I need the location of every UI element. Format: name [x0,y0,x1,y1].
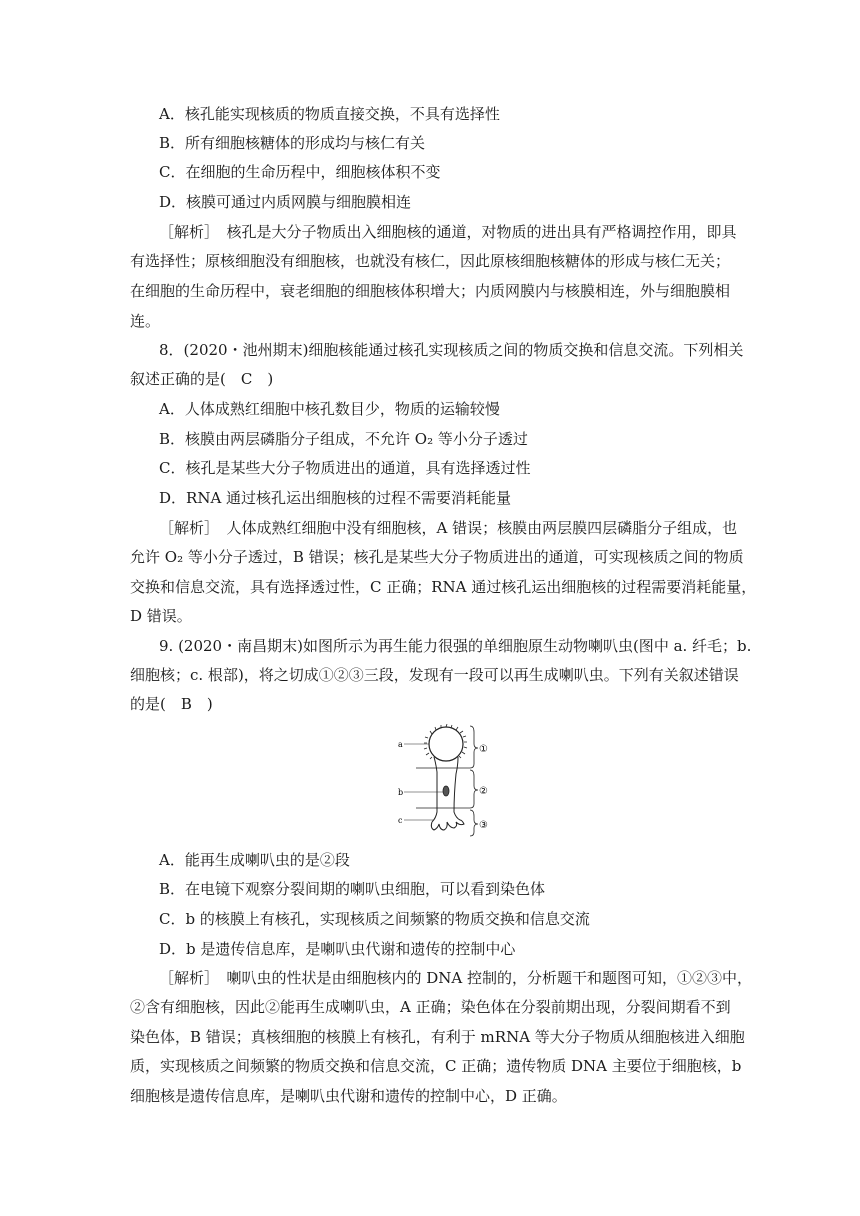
trumpet-animal-figure [396,724,496,840]
q8-analysis-line: D 错误。 [130,607,192,625]
body-right-edge [454,757,460,820]
body-left-edge [432,757,437,822]
q9-option-d: D．b 是遗传信息库，是喇叭虫代谢和遗传的控制中心 [159,940,516,958]
brace-2 [470,770,478,808]
q8-analysis-line: ［解析］ 人体成熟红细胞中没有细胞核，A 错误；核膜由两层膜四层磷脂分子组成，也 [159,519,738,537]
q8-analysis-line: 交换和信息交流，具有选择透过性，C 正确；RNA 通过核孔运出细胞核的过程需要消耗能量， [130,578,757,596]
nucleus [443,786,449,796]
label-b: b [398,788,404,797]
q9-stem: 9. (2020・南昌期末)如图所示为再生能力很强的单细胞原生动物喇叭虫(图中 a. 纤毛；b. [159,637,752,655]
q9-stem: 细胞核；c. 根部)，将之切成①②③三段，发现有一段可以再生成喇叭虫。下列有关叙述错误 [130,666,739,684]
q8-option-d: D．RNA 通过核孔运出细胞核的过程不需要消耗能量 [159,489,512,507]
segment-label-2: ② [479,786,488,797]
brace-1 [470,726,478,768]
q8-option-b: B．核膜由两层磷脂分子组成，不允许 O₂ 等小分子透过 [159,430,528,448]
q7-option-b: B．所有细胞核糖体的形成均与核仁有关 [159,134,426,152]
brace-3 [470,810,478,836]
q7-analysis-line: 在细胞的生命历程中，衰老细胞的细胞核体积增大；内质网膜内与核膜相连，外与细胞膜相 [130,282,731,300]
q8-analysis-line: 允许 O₂ 等小分子透过，B 错误；核孔是某些大分子物质进出的通道，可实现核质之间的物质 [130,548,744,566]
q7-analysis-line: ［解析］ 核孔是大分子物质出入细胞核的通道，对物质的进出具有严格调控作用，即具 [159,223,737,241]
q9-option-c: C．b 的核膜上有核孔，实现核质之间频繁的物质交换和信息交流 [159,910,590,928]
q8-stem: 8．(2020・池州期末)细胞核能通过核孔实现核质之间的物质交换和信息交流。下列相关 [159,341,744,359]
q9-analysis-line: 质，实现核质之间频繁的物质交换和信息交流，C 正确；遗传物质 DNA 主要位于细胞核，b [130,1057,742,1075]
q7-option-d: D．核膜可通过内质网膜与细胞膜相连 [159,193,412,211]
q9-analysis-line: ［解析］ 喇叭虫的性状是由细胞核内的 DNA 控制的，分析题干和题图可知，①②③中， [159,969,753,987]
label-a: a [398,740,403,749]
q7-analysis-line: 连。 [130,312,161,330]
q7-option-c: C．在细胞的生命历程中，细胞核体积不变 [159,163,441,181]
q8-stem: 叙述正确的是( C ) [130,370,274,388]
q9-option-b: B．在电镜下观察分裂间期的喇叭虫细胞，可以看到染色体 [159,880,546,898]
q8-option-c: C．核孔是某些大分子物质进出的通道，具有选择透过性 [159,459,531,477]
segment-label-1: ① [479,744,488,755]
q8-option-a: A．人体成熟红细胞中核孔数目少，物质的运输较慢 [159,400,500,418]
trumpet-animal-diagram [396,724,496,840]
label-c: c [398,816,403,825]
q9-option-a: A．能再生成喇叭虫的是②段 [159,851,350,869]
segment-label-3: ③ [479,820,488,831]
cell-head [429,727,463,761]
q9-analysis-line: ②含有细胞核，因此②能再生成喇叭虫，A 正确；染色体在分裂前期出现，分裂间期看不到 [130,998,731,1016]
q9-analysis-line: 染色体，B 错误；真核细胞的核膜上有核孔，有利于 mRNA 等大分子物质从细胞核进入细胞 [130,1028,745,1046]
q7-option-a: A．核孔能实现核质的物质直接交换，不具有选择性 [159,105,500,123]
root-part [431,820,464,830]
q9-analysis-line: 细胞核是遗传信息库，是喇叭虫代谢和遗传的控制中心，D 正确。 [130,1087,567,1105]
q9-stem: 的是( B ) [130,695,213,713]
q7-analysis-line: 有选择性；原核细胞没有细胞核，也就没有核仁，因此原核细胞核糖体的形成与核仁无关； [130,252,731,270]
